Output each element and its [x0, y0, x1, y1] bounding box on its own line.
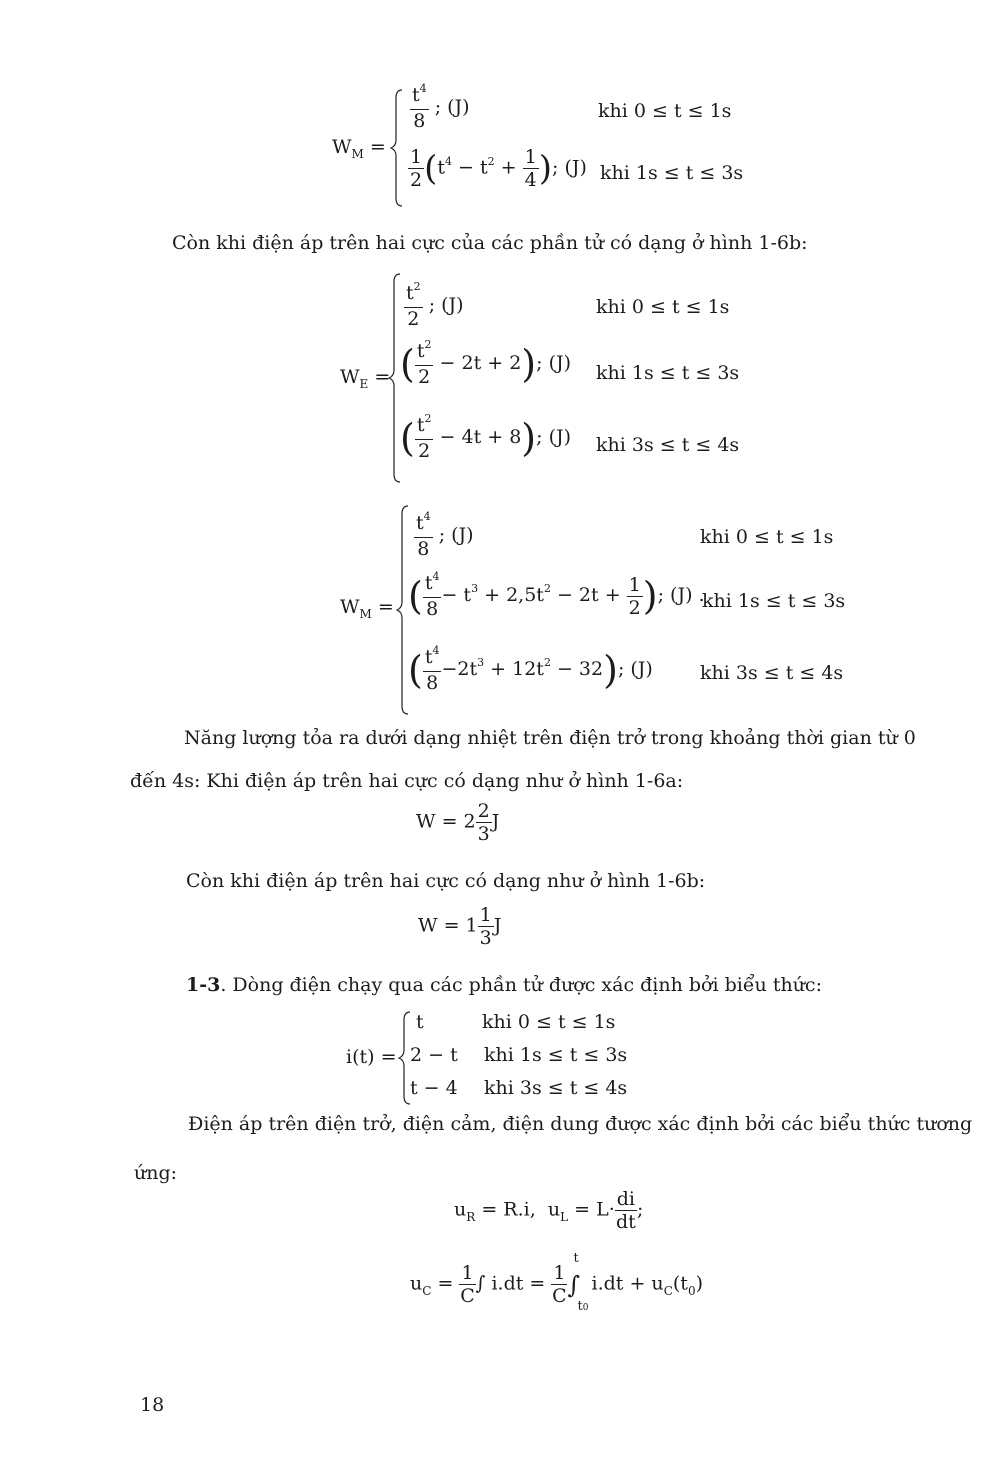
wm-a-row1: $\frac{t^4}{8}$ ; (J): [412, 82, 470, 132]
it-row-1: t: [416, 1011, 424, 1033]
equation-ur-ul: $u_R = R.i$, $u_L = L\cdot$ $\frac{di}{dt}$ ;: [454, 1188, 644, 1233]
wm-b-row3-cond: khi 3s ≤ t ≤ 4s: [700, 662, 844, 684]
page-number: 18: [140, 1394, 165, 1416]
wm-a-row1-cond: khi 0 ≤ t ≤ 1s: [598, 100, 732, 122]
wm-b-label: $W_M$ =: [340, 596, 394, 621]
equation-w-2: W = 1 $\frac{1}{3}$ J: [418, 904, 502, 949]
it-row-2-cond: khi 1s ≤ t ≤ 3s: [484, 1044, 628, 1066]
we-label: $W_E$ =: [340, 366, 391, 391]
paragraph-4-line-2: ứng:: [134, 1162, 178, 1184]
wm-b-row3: ( $\frac{t^4}{8}$ $-2t^3 + 12t^2 - 32$); (J): [408, 644, 653, 694]
equation-w-1: W = 2 $\frac{2}{3}$ J: [416, 800, 500, 845]
it-row-3-cond: khi 3s ≤ t ≤ 4s: [484, 1077, 628, 1099]
paragraph-2-line-2: đến 4s: Khi điện áp trên hai cực có dạng như ở hình 1-6a:: [130, 770, 684, 792]
wm-b-row2: ( $\frac{t^4}{8}$ − $t^3 + 2,5t^2 - 2t$ + $\frac{1}{2}$ ); (J) .: [408, 570, 705, 620]
it-label: i(t) =: [346, 1046, 397, 1068]
we-row3-cond: khi 3s ≤ t ≤ 4s: [596, 434, 740, 456]
we-row1-cond: khi 0 ≤ t ≤ 1s: [596, 296, 730, 318]
it-row-2: 2 − t: [410, 1044, 458, 1066]
wm-a-label: $W_M$ =: [332, 136, 386, 161]
it-row-3: t − 4: [410, 1077, 458, 1099]
wm-a-row2-cond: khi 1s ≤ t ≤ 3s: [600, 162, 744, 184]
section-number: 1-3: [186, 974, 221, 996]
wm-b-row1: $\frac{t^4}{8}$ ; (J): [416, 510, 474, 560]
section-1-3: [186, 974, 822, 996]
paragraph-2-line-1: Năng lượng tỏa ra dưới dạng nhiệt trên điện trở trong khoảng thời gian từ 0: [184, 727, 916, 749]
equation-uc: $u_C$ = $\frac{1}{C}$ ∫ i.dt = $\frac{1}{C}$ t ∫ t0 $i.dt + u_C(t_0)$: [410, 1250, 703, 1314]
it-row-1-cond: khi 0 ≤ t ≤ 1s: [482, 1011, 616, 1033]
paragraph-1: Còn khi điện áp trên hai cực của các phần tử có dạng ở hình 1-6b:: [172, 232, 808, 254]
we-row1: $\frac{t^2}{2}$ ; (J): [406, 280, 464, 330]
section-text: . Dòng điện chạy qua các phần tử được xác định bởi biểu thức:: [220, 974, 822, 996]
paragraph-4-line-1: Điện áp trên điện trở, điện cảm, điện dung được xác định bởi các biểu thức tương: [188, 1113, 973, 1135]
we-row2: ( $\frac{t^2}{2}$ − 2t + 2); (J): [400, 338, 572, 388]
we-row2-cond: khi 1s ≤ t ≤ 3s: [596, 362, 740, 384]
wm-a-brace: [390, 88, 404, 208]
wm-b-row1-cond: khi 0 ≤ t ≤ 1s: [700, 526, 834, 548]
wm-b-row2-cond: khi 1s ≤ t ≤ 3s: [702, 590, 846, 612]
wm-a-row2: $\frac{1}{2}$ ($t^4 - t^2$ + $\frac{1}{4}$ ); (J): [410, 146, 587, 191]
paragraph-3: Còn khi điện áp trên hai cực có dạng như ở hình 1-6b:: [186, 870, 706, 892]
we-row3: ( $\frac{t^2}{2}$ − 4t + 8); (J): [400, 412, 572, 462]
